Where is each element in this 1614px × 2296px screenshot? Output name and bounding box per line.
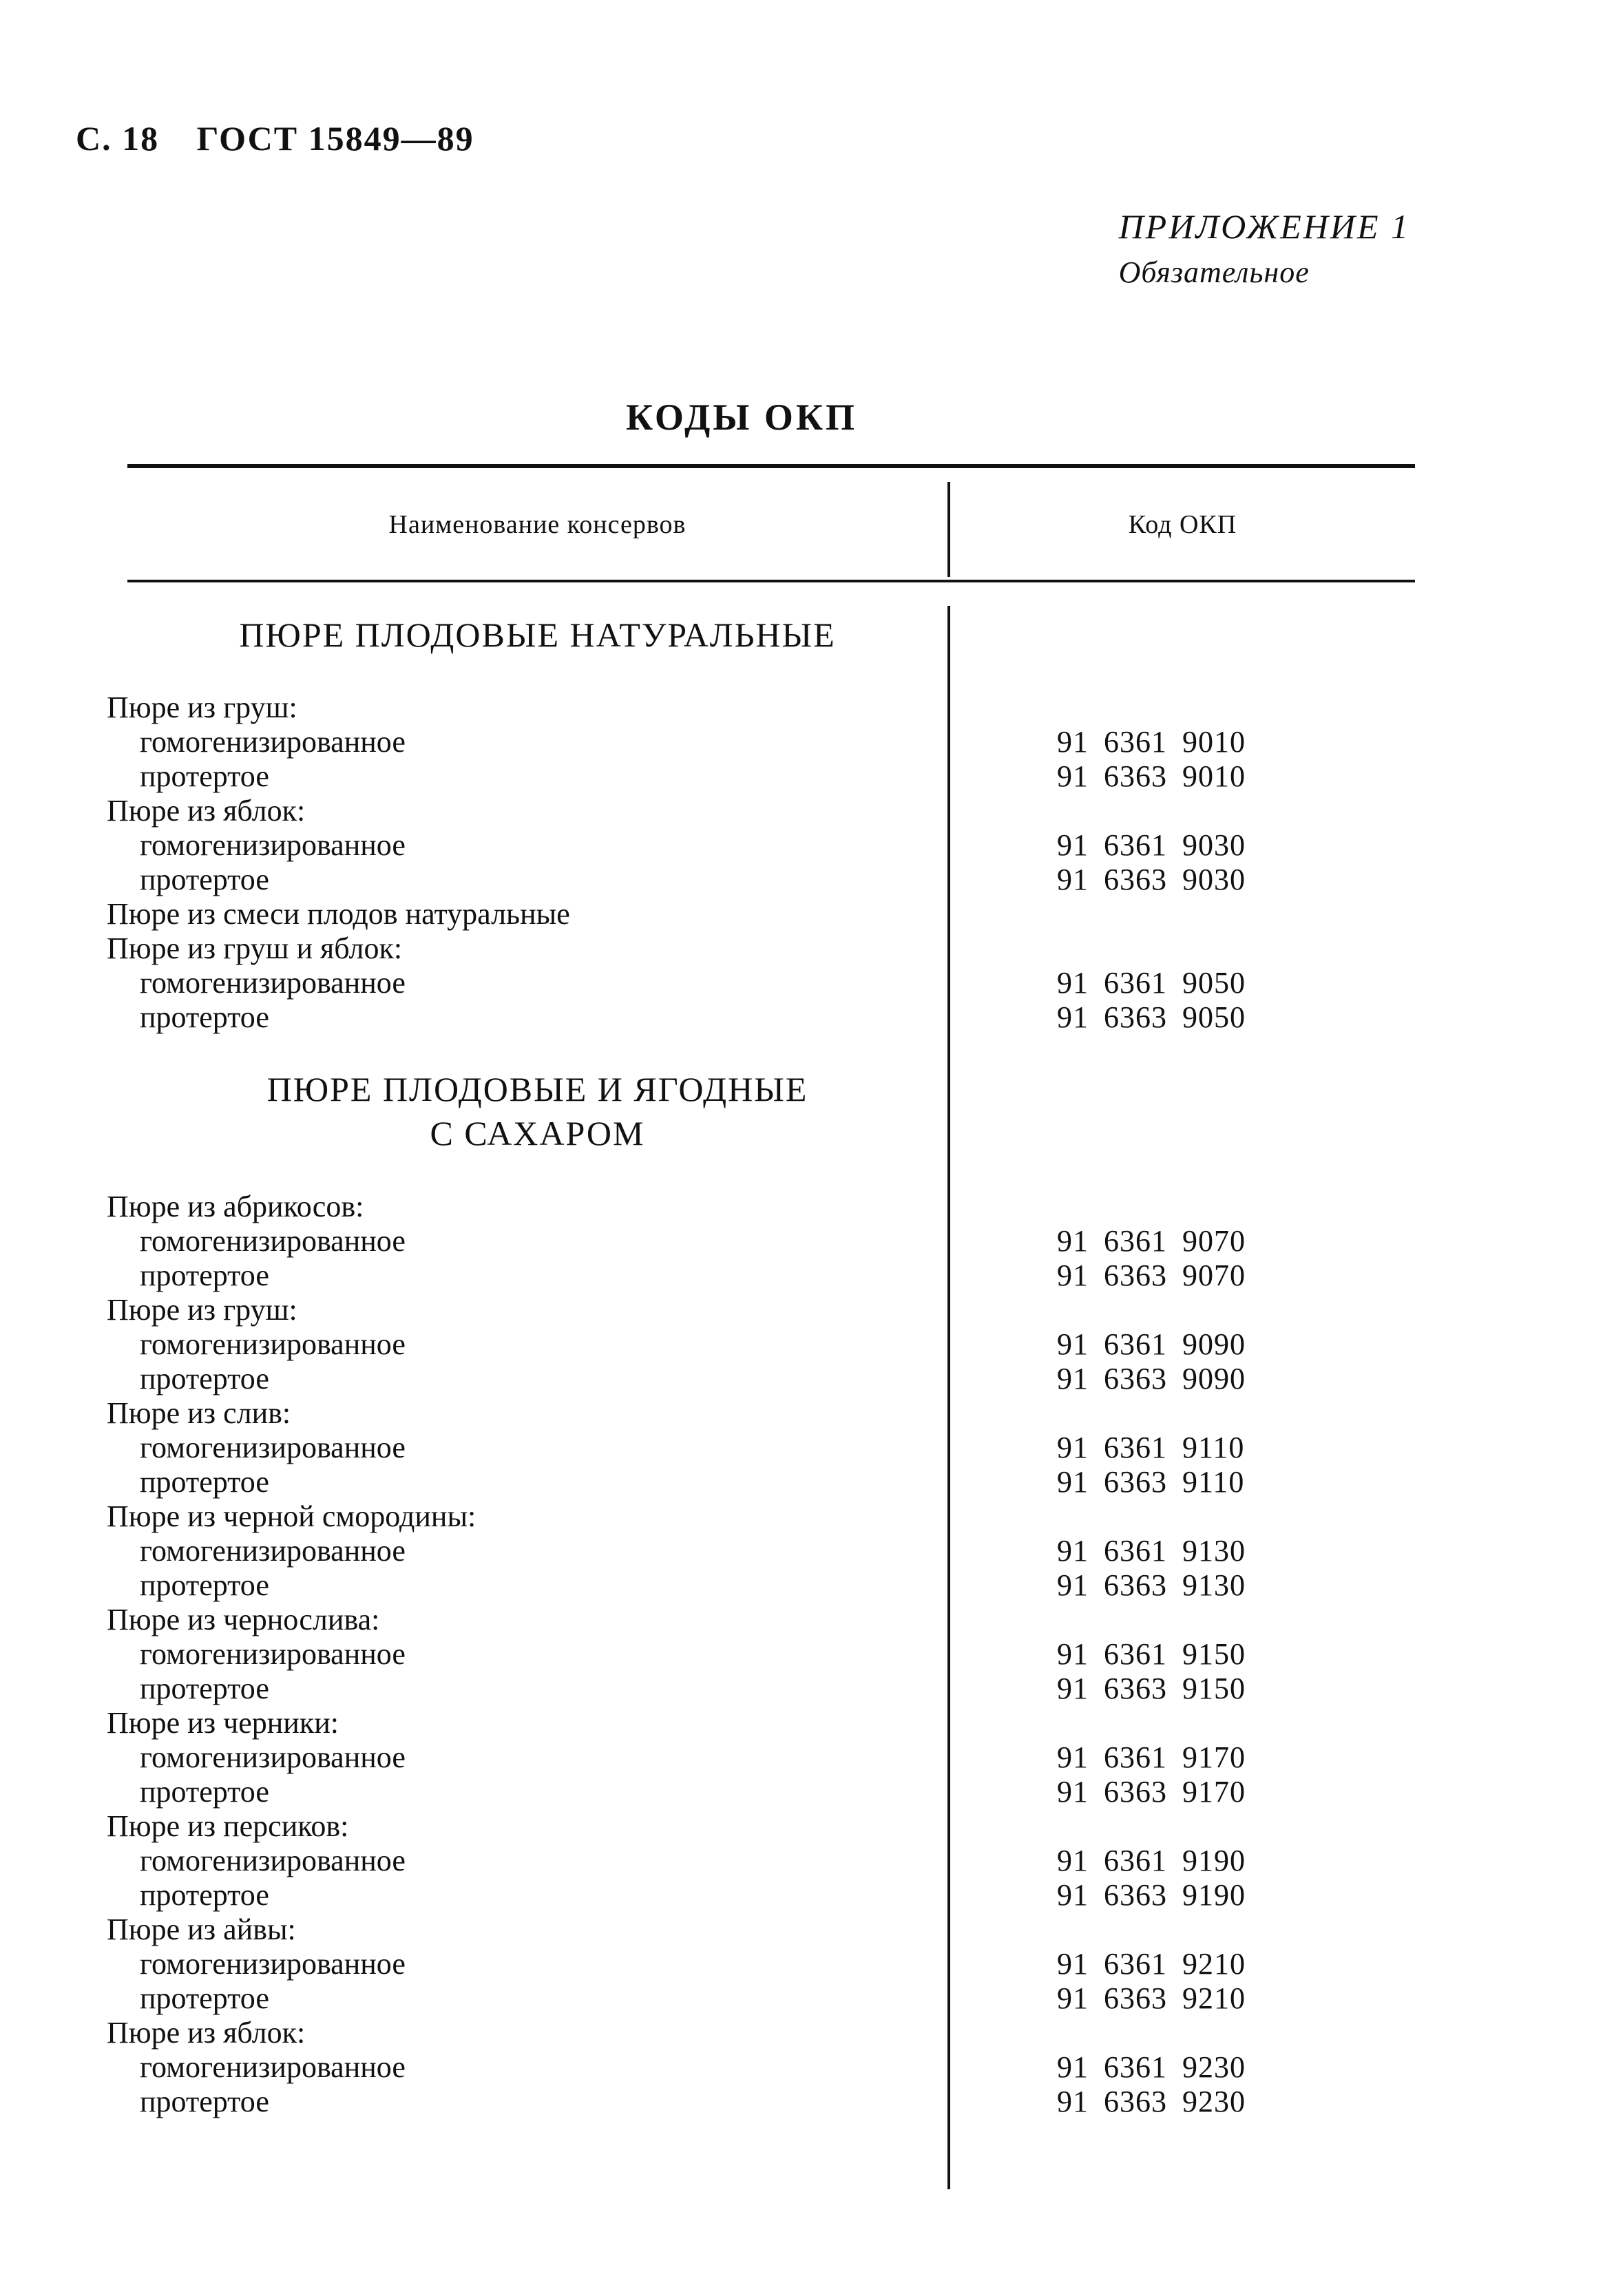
product-row bbox=[107, 2085, 1415, 2119]
okp-code: 91 6361 9030 bbox=[1057, 828, 1246, 862]
okp-code: 91 6361 9130 bbox=[1057, 1534, 1246, 1568]
okp-code: 91 6363 9110 bbox=[1057, 1465, 1245, 1499]
product-row bbox=[107, 1534, 1415, 1568]
product-row bbox=[107, 1775, 1415, 1809]
okp-code: 91 6361 9010 bbox=[1057, 725, 1246, 759]
product-name: протертое bbox=[140, 2085, 269, 2118]
okp-code: 91 6363 9150 bbox=[1057, 1672, 1246, 1705]
okp-code: 91 6361 9110 bbox=[1057, 1431, 1245, 1464]
product-name: Пюре из персиков: bbox=[107, 1809, 349, 1843]
product-name: Пюре из черники: bbox=[107, 1706, 339, 1740]
okp-code: 91 6363 9030 bbox=[1057, 863, 1246, 896]
product-row bbox=[107, 828, 1415, 863]
product-name: протертое bbox=[140, 1568, 269, 1602]
product-name: гомогенизированное bbox=[140, 1947, 406, 1981]
product-group-row bbox=[107, 2016, 1415, 2050]
product-group-row bbox=[107, 794, 1415, 828]
okp-code: 91 6363 9210 bbox=[1057, 1981, 1246, 2015]
product-group-row bbox=[107, 1913, 1415, 1947]
product-row bbox=[107, 1000, 1415, 1035]
product-row bbox=[107, 966, 1415, 1000]
column-header-code: Код ОКП bbox=[1128, 510, 1237, 539]
product-name: Пюре из смеси плодов натуральные bbox=[107, 897, 570, 931]
product-group-row bbox=[107, 691, 1415, 725]
product-row bbox=[107, 2050, 1415, 2085]
product-name: Пюре из яблок: bbox=[107, 794, 306, 828]
appendix-subtitle: Обязательное bbox=[1118, 255, 1310, 289]
okp-code: 91 6361 9150 bbox=[1057, 1637, 1246, 1671]
product-group-row bbox=[107, 897, 1415, 931]
product-row bbox=[107, 1568, 1415, 1603]
okp-code: 91 6363 9050 bbox=[1057, 1000, 1246, 1034]
product-group-row bbox=[107, 1396, 1415, 1431]
section-heading-line: ПЮРЕ ПЛОДОВЫЕ И ЯГОДНЫЕ bbox=[266, 1070, 808, 1108]
product-name: протертое bbox=[140, 1000, 269, 1034]
okp-code: 91 6361 9170 bbox=[1057, 1740, 1246, 1774]
okp-code: 91 6361 9050 bbox=[1057, 966, 1246, 1000]
product-name: Пюре из черной смородины: bbox=[107, 1499, 476, 1533]
product-name: гомогенизированное bbox=[140, 1224, 406, 1258]
product-name: Пюре из груш: bbox=[107, 1293, 297, 1327]
product-name: гомогенизированное bbox=[140, 725, 406, 759]
okp-code: 91 6361 9070 bbox=[1057, 1224, 1246, 1258]
product-name: гомогенизированное bbox=[140, 1844, 406, 1877]
table-header-rule bbox=[127, 580, 1415, 582]
product-group-row bbox=[107, 1293, 1415, 1327]
page-header bbox=[76, 118, 502, 158]
product-name: гомогенизированное bbox=[140, 1534, 406, 1568]
product-name: гомогенизированное bbox=[140, 966, 406, 1000]
okp-code: 91 6361 9090 bbox=[1057, 1327, 1246, 1361]
document-title: КОДЫ ОКП bbox=[626, 397, 857, 438]
okp-code: 91 6361 9230 bbox=[1057, 2050, 1246, 2084]
table-top-rule bbox=[127, 464, 1415, 468]
product-name: протертое bbox=[140, 759, 269, 793]
okp-code: 91 6361 9210 bbox=[1057, 1947, 1246, 1981]
product-row bbox=[107, 1740, 1415, 1775]
product-name: Пюре из слив: bbox=[107, 1396, 291, 1430]
product-row bbox=[107, 1947, 1415, 1981]
product-group-row bbox=[107, 1809, 1415, 1844]
page-number: С. 18 bbox=[76, 119, 160, 158]
product-group-row bbox=[107, 1603, 1415, 1637]
section-heading-line: С САХАРОМ bbox=[430, 1114, 645, 1152]
product-row bbox=[107, 1878, 1415, 1913]
product-name: Пюре из айвы: bbox=[107, 1913, 296, 1946]
product-row bbox=[107, 1431, 1415, 1465]
okp-code: 91 6361 9190 bbox=[1057, 1844, 1246, 1877]
product-name: протертое bbox=[140, 1878, 269, 1912]
product-name: Пюре из груш и яблок: bbox=[107, 931, 403, 965]
product-row bbox=[107, 1672, 1415, 1706]
product-name: Пюре из чернослива: bbox=[107, 1603, 380, 1636]
product-name: протертое bbox=[140, 1258, 269, 1292]
product-name: протертое bbox=[140, 1465, 269, 1499]
product-row bbox=[107, 1327, 1415, 1362]
product-name: гомогенизированное bbox=[140, 1637, 406, 1671]
section-heading-line: ПЮРЕ ПЛОДОВЫЕ НАТУРАЛЬНЫЕ bbox=[239, 615, 836, 654]
product-row bbox=[107, 863, 1415, 897]
product-name: протертое bbox=[140, 1362, 269, 1395]
product-name: Пюре из яблок: bbox=[107, 2016, 306, 2050]
product-name: гомогенизированное bbox=[140, 1740, 406, 1774]
product-group-row bbox=[107, 1706, 1415, 1740]
okp-code: 91 6363 9070 bbox=[1057, 1258, 1246, 1292]
product-group-row bbox=[107, 1499, 1415, 1534]
appendix-label bbox=[1119, 207, 1410, 290]
product-row bbox=[107, 1981, 1415, 2016]
okp-code: 91 6363 9170 bbox=[1057, 1775, 1246, 1809]
product-group-row bbox=[107, 1190, 1415, 1224]
product-name: протертое bbox=[140, 1672, 269, 1705]
okp-code: 91 6363 9090 bbox=[1057, 1362, 1246, 1395]
product-row bbox=[107, 1224, 1415, 1258]
okp-code: 91 6363 9010 bbox=[1057, 759, 1246, 793]
product-row bbox=[107, 1362, 1415, 1396]
product-row bbox=[107, 759, 1415, 794]
product-row bbox=[107, 1844, 1415, 1878]
product-name: гомогенизированное bbox=[140, 2050, 406, 2084]
product-name: протертое bbox=[140, 1775, 269, 1809]
standard-number: ГОСТ 15849—89 bbox=[196, 119, 474, 158]
product-name: протертое bbox=[140, 863, 269, 896]
okp-code: 91 6363 9230 bbox=[1057, 2085, 1246, 2118]
product-row bbox=[107, 725, 1415, 759]
okp-code: 91 6363 9190 bbox=[1057, 1878, 1246, 1912]
section-heading bbox=[127, 613, 947, 657]
product-row bbox=[107, 1465, 1415, 1499]
appendix-title: ПРИЛОЖЕНИЕ 1 bbox=[1118, 207, 1410, 246]
product-name: гомогенизированное bbox=[140, 1327, 406, 1361]
product-name: гомогенизированное bbox=[140, 1431, 406, 1464]
product-row bbox=[107, 1637, 1415, 1672]
product-name: Пюре из груш: bbox=[107, 691, 297, 724]
product-name: гомогенизированное bbox=[140, 828, 406, 862]
product-name: протертое bbox=[140, 1981, 269, 2015]
section-heading bbox=[127, 1067, 947, 1155]
product-name: Пюре из абрикосов: bbox=[107, 1190, 364, 1223]
okp-code: 91 6363 9130 bbox=[1057, 1568, 1246, 1602]
column-header-name: Наименование консервов bbox=[388, 510, 687, 539]
product-row bbox=[107, 1258, 1415, 1293]
product-group-row bbox=[107, 931, 1415, 966]
